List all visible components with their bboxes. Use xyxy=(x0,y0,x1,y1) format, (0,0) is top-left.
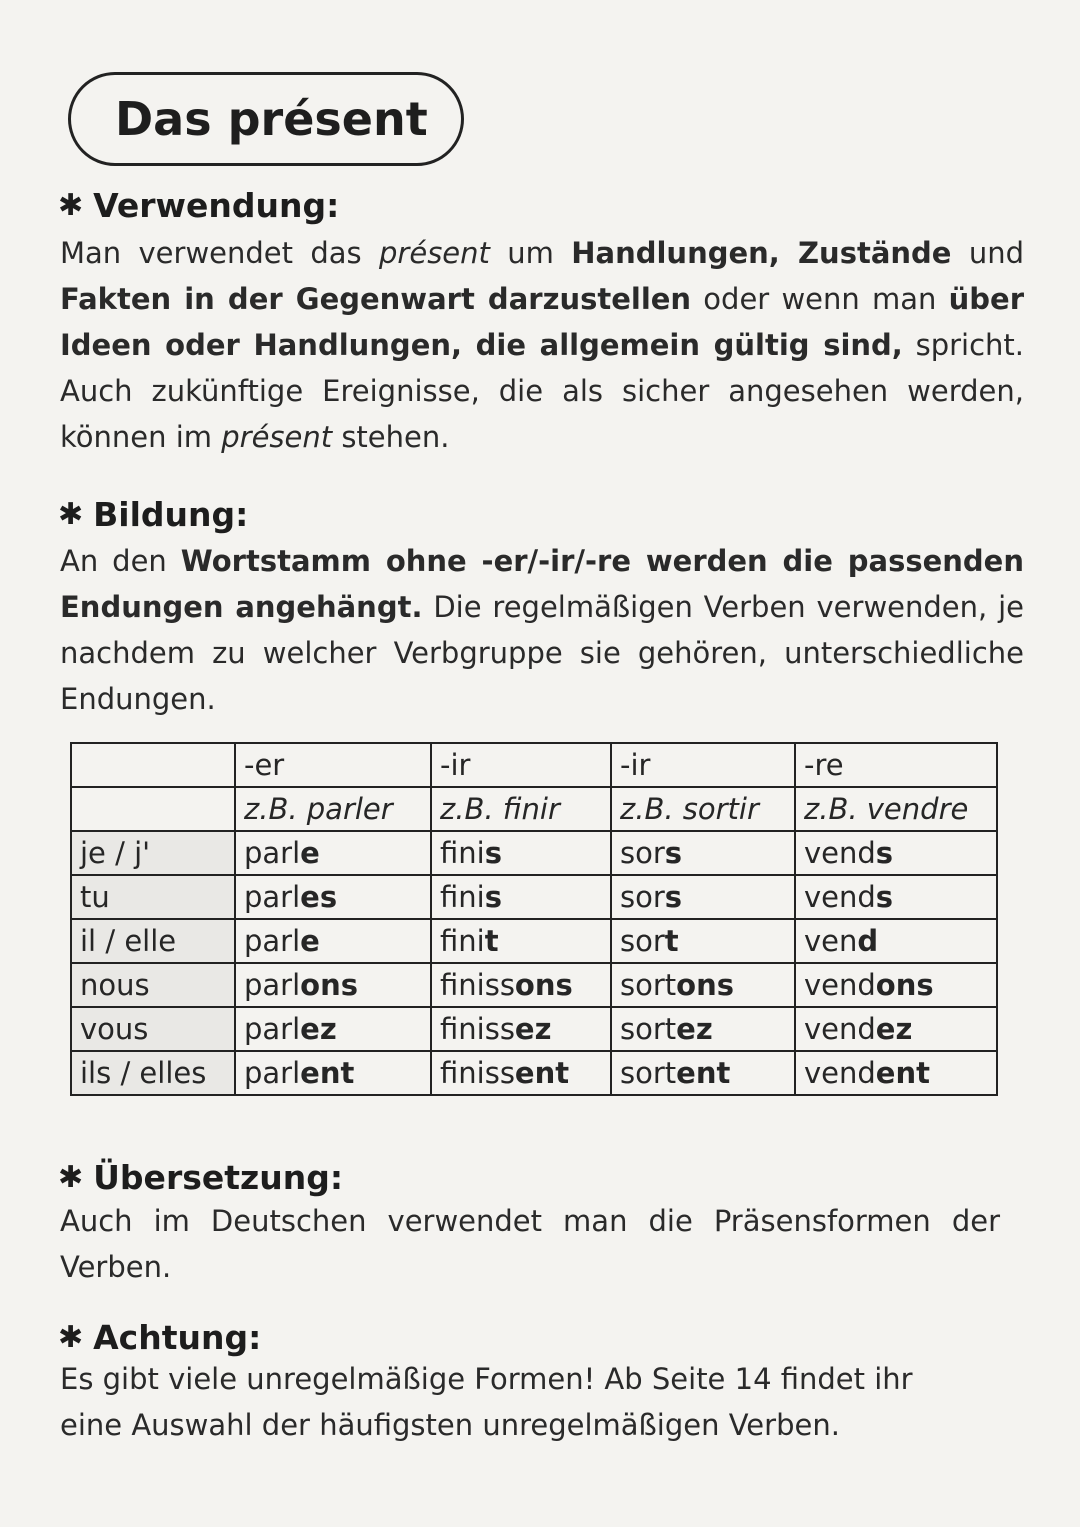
conjugation-table xyxy=(70,742,998,1096)
verb-ending: ent xyxy=(676,1056,731,1090)
verb-ending: t xyxy=(664,924,679,958)
verb-stem: fini xyxy=(440,880,485,914)
verb-form-cell xyxy=(431,1051,611,1095)
verb-group-header: -ir xyxy=(611,743,795,787)
asterisk-icon: ✱ xyxy=(58,188,84,223)
verb-stem: vend xyxy=(804,968,876,1002)
verwendung-segment: Man verwendet das xyxy=(60,236,380,270)
paragraph-verwendung xyxy=(60,230,1024,460)
empty-cell xyxy=(71,743,235,787)
heading-bildung-label: Bildung: xyxy=(93,495,249,534)
paragraph-uebersetzung: Auch im Deutschen verwendet man die Präsensformen der Verben. xyxy=(60,1204,1000,1284)
verwendung-segment: présent xyxy=(221,420,333,454)
verb-ending: es xyxy=(300,880,338,914)
verb-stem: sort xyxy=(620,968,677,1002)
verb-stem: parl xyxy=(244,836,301,870)
bildung-segment: Wortstamm ohne -er/-ir/-re werden die passenden Endungen angehängt. xyxy=(60,544,1024,624)
verwendung-segment: um xyxy=(489,236,572,270)
verb-form-cell xyxy=(235,1007,431,1051)
verb-form-cell xyxy=(235,831,431,875)
verb-stem: ven xyxy=(804,924,858,958)
pronoun-cell: vous xyxy=(71,1007,235,1051)
table-row xyxy=(71,919,997,963)
bildung-segment: An den xyxy=(60,544,181,578)
pronoun-cell: ils / elles xyxy=(71,1051,235,1095)
verwendung-segment: spricht. Auch zukünftige Ereignisse, die als sicher angesehen werden, können im xyxy=(60,328,1024,454)
verb-ending: ent xyxy=(875,1056,930,1090)
heading-bildung xyxy=(58,495,248,534)
verb-stem: parl xyxy=(244,1012,301,1046)
verb-stem: sort xyxy=(620,1056,677,1090)
paragraph-achtung: Es gibt viele unregelmäßige Formen! Ab Seite 14 findet ihr eine Auswahl der häufigsten unregelmäßigen Verben. xyxy=(60,1362,913,1442)
verb-stem: vend xyxy=(804,1012,876,1046)
verb-form-cell xyxy=(611,1051,795,1095)
verb-form-cell xyxy=(795,919,997,963)
verb-form-cell xyxy=(611,919,795,963)
verb-stem: parl xyxy=(244,968,301,1002)
paragraph-bildung xyxy=(60,538,1024,722)
verb-ending: s xyxy=(875,880,894,914)
verb-form-cell xyxy=(611,963,795,1007)
verb-form-cell xyxy=(611,831,795,875)
verb-form-cell xyxy=(795,1051,997,1095)
verb-ending: s xyxy=(664,836,683,870)
verb-ending: t xyxy=(484,924,499,958)
table-example-row xyxy=(71,787,997,831)
verb-ending: e xyxy=(300,924,320,958)
verb-stem: sor xyxy=(620,880,665,914)
heading-uebersetzung xyxy=(58,1158,343,1197)
verb-form-cell xyxy=(795,875,997,919)
verb-stem: parl xyxy=(244,924,301,958)
verb-ending: ons xyxy=(676,968,734,1002)
verb-form-cell xyxy=(431,919,611,963)
verwendung-segment: stehen. xyxy=(332,420,450,454)
title-box xyxy=(68,72,464,166)
verb-ending: e xyxy=(300,836,320,870)
page-title: Das présent xyxy=(115,92,428,146)
verb-form-cell xyxy=(795,963,997,1007)
verwendung-segment: Handlungen, Zustände xyxy=(571,236,952,270)
verwendung-segment: oder wenn man xyxy=(691,282,949,316)
verb-ending: s xyxy=(484,880,502,914)
asterisk-icon: ✱ xyxy=(58,497,84,532)
verb-ending: ez xyxy=(300,1012,337,1046)
example-verb-cell: z.B. finir xyxy=(431,787,611,831)
verb-form-cell xyxy=(431,831,611,875)
table-row xyxy=(71,1007,997,1051)
verb-form-cell xyxy=(235,1051,431,1095)
verb-stem: parl xyxy=(244,880,301,914)
verb-group-header: -er xyxy=(235,743,431,787)
verwendung-segment: über Ideen oder Handlungen, die allgemein gültig sind, xyxy=(60,282,1024,362)
verb-ending: s xyxy=(875,836,894,870)
verb-ending: ons xyxy=(875,968,934,1002)
verb-ending: ent xyxy=(514,1056,570,1090)
example-verb-cell: z.B. vendre xyxy=(795,787,997,831)
verwendung-segment: und xyxy=(951,236,1025,270)
empty-cell xyxy=(71,787,235,831)
verb-stem: sor xyxy=(620,836,665,870)
verb-ending: s xyxy=(664,880,683,914)
verb-ending: d xyxy=(857,924,879,958)
asterisk-icon: ✱ xyxy=(58,1160,84,1195)
heading-uebersetzung-label: Übersetzung: xyxy=(93,1158,344,1197)
verb-ending: ons xyxy=(300,968,359,1002)
verb-stem: finiss xyxy=(440,1056,515,1090)
verb-ending: s xyxy=(484,836,502,870)
verb-stem: finiss xyxy=(440,968,515,1002)
bildung-segment: Die regelmäßigen Verben verwenden, je nachdem zu welcher Verbgruppe sie gehören, unterschiedliche Endungen. xyxy=(60,590,1024,716)
table-row xyxy=(71,1051,997,1095)
verb-form-cell xyxy=(611,875,795,919)
verwendung-segment: Fakten in der Gegenwart darzustellen xyxy=(60,282,692,316)
verb-form-cell xyxy=(235,875,431,919)
verb-ending: ez xyxy=(676,1012,713,1046)
verb-form-cell xyxy=(431,963,611,1007)
table-row xyxy=(71,875,997,919)
table-header-row xyxy=(71,743,997,787)
verb-stem: fini xyxy=(440,924,485,958)
verb-form-cell xyxy=(611,1007,795,1051)
verb-stem: vend xyxy=(804,836,876,870)
verb-stem: parl xyxy=(244,1056,301,1090)
verb-form-cell xyxy=(235,963,431,1007)
verb-ending: ons xyxy=(514,968,573,1002)
heading-verwendung xyxy=(58,186,339,225)
verb-stem: vend xyxy=(804,1056,876,1090)
verb-group-header: -ir xyxy=(431,743,611,787)
verb-stem: fini xyxy=(440,836,485,870)
verb-group-header: -re xyxy=(795,743,997,787)
verwendung-segment: présent xyxy=(379,236,490,270)
verb-form-cell xyxy=(795,1007,997,1051)
example-verb-cell: z.B. sortir xyxy=(611,787,795,831)
heading-achtung xyxy=(58,1318,261,1357)
pronoun-cell: tu xyxy=(71,875,235,919)
verb-form-cell xyxy=(795,831,997,875)
verb-form-cell xyxy=(431,875,611,919)
pronoun-cell: nous xyxy=(71,963,235,1007)
verb-stem: sor xyxy=(620,924,665,958)
heading-achtung-label: Achtung: xyxy=(93,1318,262,1357)
example-verb-cell: z.B. parler xyxy=(235,787,431,831)
table-row xyxy=(71,963,997,1007)
verb-form-cell xyxy=(431,1007,611,1051)
table-row xyxy=(71,831,997,875)
verb-form-cell xyxy=(235,919,431,963)
verb-stem: vend xyxy=(804,880,876,914)
verb-stem: sort xyxy=(620,1012,677,1046)
heading-verwendung-label: Verwendung: xyxy=(93,186,340,225)
verb-ending: ez xyxy=(514,1012,552,1046)
verb-ending: ent xyxy=(300,1056,355,1090)
verb-stem: finiss xyxy=(440,1012,515,1046)
verb-ending: ez xyxy=(875,1012,913,1046)
pronoun-cell: je / j' xyxy=(71,831,235,875)
pronoun-cell: il / elle xyxy=(71,919,235,963)
asterisk-icon: ✱ xyxy=(58,1320,84,1355)
